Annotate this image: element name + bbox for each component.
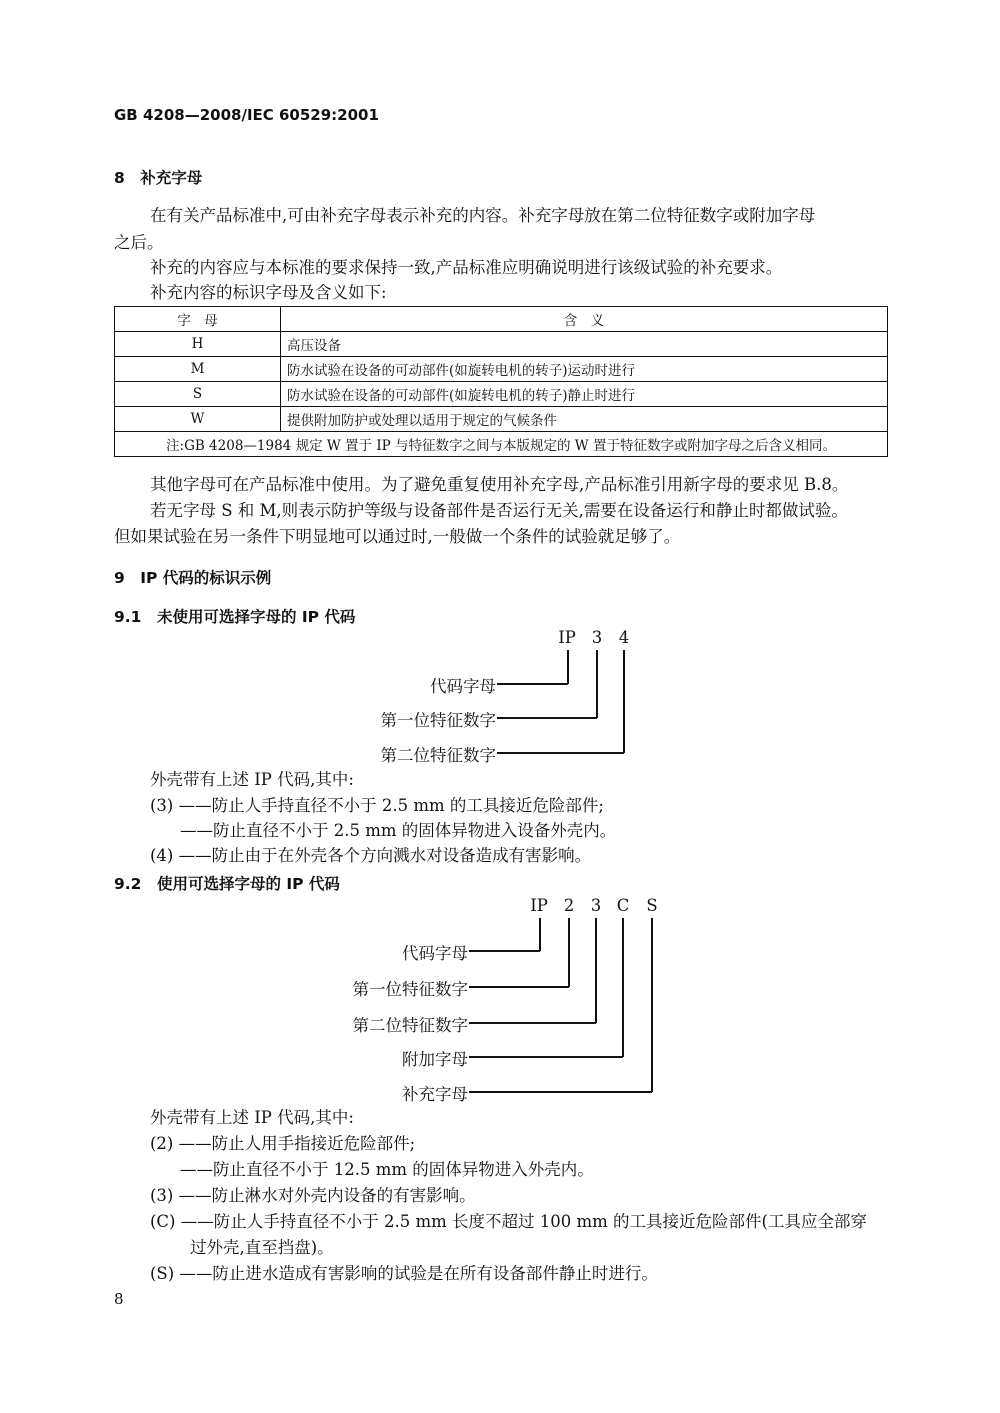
table-row [115,357,888,382]
paragraph: 外壳带有上述 IP 代码,其中: [150,770,354,789]
letter-cell: M [115,357,281,382]
standard-id-header: GB 4208—2008/IEC 60529:2001 [114,106,379,124]
code-digit: 3 [590,896,602,915]
table-note: 注:GB 4208—1984 规定 W 置于 IP 与特征数字之间与本版规定的 W 置于特征数字或附加字母之后含义相同。 [115,432,888,457]
table-note-row [115,432,888,457]
table-row [115,382,888,407]
letter-cell: W [115,407,281,432]
paragraph: 外壳带有上述 IP 代码,其中: [150,1108,354,1127]
list-item: (S) ——防止进水造成有害影响的试验是在所有设备部件静止时进行。 [150,1264,658,1283]
leader-line [469,950,540,952]
diagram-label: 第一位特征数字 [352,980,468,999]
list-item: (3) ——防止淋水对外壳内设备的有害影响。 [150,1186,476,1205]
table-row [115,332,888,357]
paragraph: 之后。 [114,233,164,252]
meaning-cell: 提供附加防护或处理以适用于规定的气候条件 [281,407,888,432]
diagram-label: 代码字母 [402,944,468,963]
leader-line [651,918,653,1092]
meaning-cell: 高压设备 [281,332,888,357]
section-8-title: 8 补充字母 [114,169,203,187]
leader-line [595,918,597,1023]
leader-line [568,918,570,987]
leader-line [469,986,569,988]
diagram-label: 附加字母 [402,1050,468,1069]
list-item: ——防止直径不小于 12.5 mm 的固体异物进入外壳内。 [180,1160,594,1179]
leader-line [622,918,624,1057]
paragraph: 其他字母可在产品标准中使用。为了避免重复使用补充字母,产品标准引用新字母的要求见 B.8。 [150,475,849,494]
meaning-cell: 防水试验在设备的可动部件(如旋转电机的转子)运动时进行 [281,357,888,382]
list-item: (4) ——防止由于在外壳各个方向溅水对设备造成有害影响。 [150,846,592,865]
section-9-title: 9 IP 代码的标识示例 [114,569,272,587]
letter-cell: S [115,382,281,407]
leader-line [469,1022,596,1024]
diagram-label: 代码字母 [430,677,496,696]
leader-line [497,752,624,754]
paragraph: 补充内容的标识字母及含义如下: [150,283,387,302]
code-letters: IP [530,896,548,915]
column-header-letter: 字 母 [115,307,281,332]
diagram-label: 第二位特征数字 [352,1016,468,1035]
table-header-row [115,307,888,332]
meaning-cell: 防水试验在设备的可动部件(如旋转电机的转子)静止时进行 [281,382,888,407]
code-digit: 2 [563,896,575,915]
leader-line [596,650,598,718]
leader-line [497,683,568,685]
leader-line [539,918,541,951]
code-digit: 3 [591,628,603,647]
list-item: (2) ——防止人用手指接近危险部件; [150,1134,416,1153]
diagram-label: 第二位特征数字 [380,746,496,765]
leader-line [469,1091,652,1093]
list-item: ——防止直径不小于 2.5 mm 的固体异物进入设备外壳内。 [180,821,617,840]
paragraph: 补充的内容应与本标准的要求保持一致,产品标准应明确说明进行该级试验的补充要求。 [150,258,783,277]
section-9-2-title: 9.2 使用可选择字母的 IP 代码 [114,875,340,893]
paragraph: 若无字母 S 和 M,则表示防护等级与设备部件是否运行无关,需要在设备运行和静止时都做试验。 [150,501,848,520]
leader-line [623,650,625,753]
paragraph: 在有关产品标准中,可由补充字母表示补充的内容。补充字母放在第二位特征数字或附加字母 [150,206,816,225]
diagram-label: 第一位特征数字 [380,711,496,730]
leader-line [497,717,597,719]
column-header-meaning: 含 义 [281,307,888,332]
paragraph: 但如果试验在另一条件下明显地可以通过时,一般做一个条件的试验就足够了。 [114,527,681,546]
code-letters: IP [558,628,576,647]
table-row [115,407,888,432]
list-item: (C) ——防止人手持直径不小于 2.5 mm 长度不超过 100 mm 的工具接近危险部件(工具应全部穿 [150,1212,867,1231]
code-letter: C [616,896,630,915]
list-item: (3) ——防止人手持直径不小于 2.5 mm 的工具接近危险部件; [150,796,604,815]
leader-line [469,1056,623,1058]
code-letter: S [646,896,658,915]
letter-cell: H [115,332,281,357]
leader-line [567,650,569,684]
diagram-label: 补充字母 [402,1085,468,1104]
code-digit: 4 [618,628,630,647]
section-9-1-title: 9.1 未使用可选择字母的 IP 代码 [114,608,356,626]
supplementary-letters-table [114,306,888,457]
list-item: 过外壳,直至挡盘)。 [190,1238,334,1257]
page-number: 8 [114,1290,124,1308]
